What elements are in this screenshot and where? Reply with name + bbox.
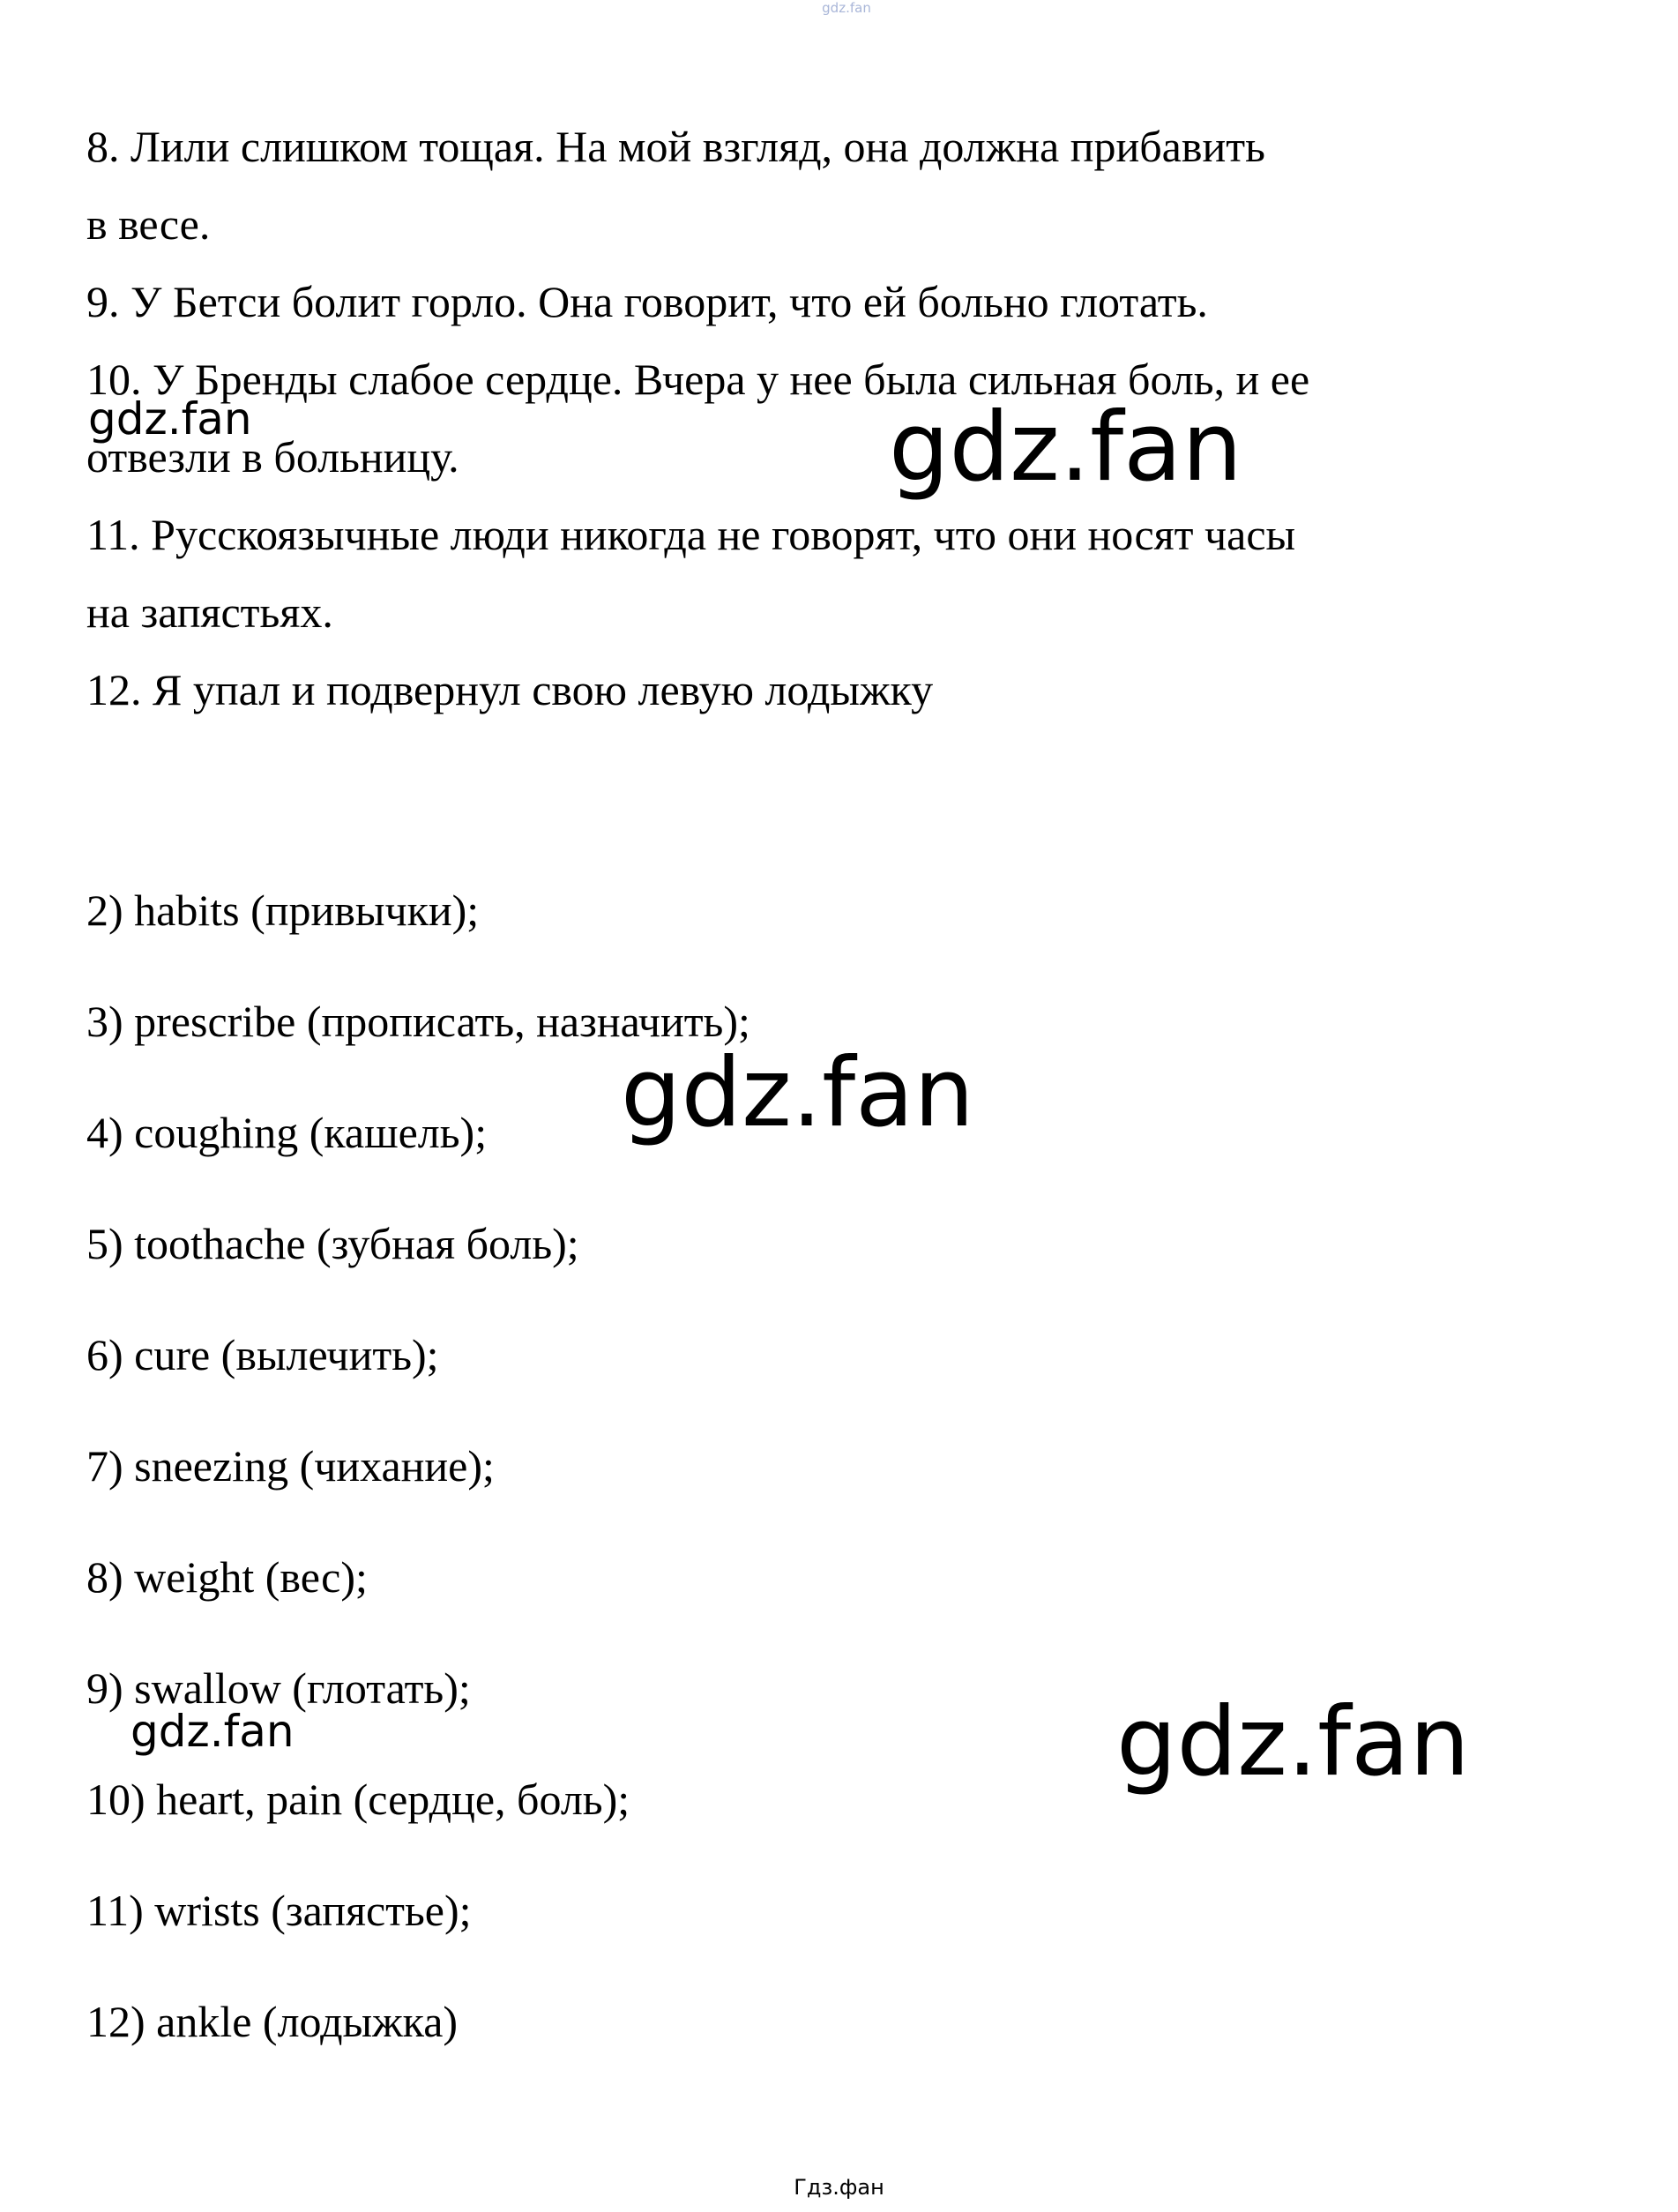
watermark: gdz.fan <box>889 392 1242 503</box>
answer-item: 5) toothache (зубная боль); <box>86 1219 579 1268</box>
translation-line: 8. Лили слишком тощая. На мой взгляд, она должна прибавить <box>86 122 1265 171</box>
answer-item: 9) swallow (глотать); <box>86 1663 471 1713</box>
answer-item: 7) sneezing (чихание); <box>86 1441 495 1491</box>
answer-item: 12) ankle (лодыжка) <box>86 1997 459 2046</box>
watermark: gdz.fan <box>131 1706 295 1757</box>
translation-line: 9. У Бетси болит горло. Она говорит, что ей больно глотать. <box>86 277 1208 326</box>
answer-item: 4) coughing (кашель); <box>86 1108 488 1157</box>
answer-item: 11) wrists (запястье); <box>86 1886 472 1935</box>
answer-item: 10) heart, pain (сердце, боль); <box>86 1775 630 1824</box>
answer-item: 8) weight (вес); <box>86 1552 368 1602</box>
watermark: gdz.fan <box>88 393 252 445</box>
translation-line: 12. Я упал и подвернул свою левую лодыжку <box>86 665 934 714</box>
translation-line: 11. Русскоязычные люди никогда не говорят, что они носят часы <box>86 510 1296 559</box>
answer-item: 6) cure (вылечить); <box>86 1330 439 1379</box>
site-mark: gdz.fan <box>822 0 871 16</box>
footer-text: Гдз.фан <box>794 2175 884 2200</box>
answer-item: 3) prescribe (прописать, назначить); <box>86 997 750 1046</box>
answer-item: 2) habits (привычки); <box>86 886 480 935</box>
watermark: gdz.fan <box>621 1038 974 1148</box>
translation-line: на запястьях. <box>86 587 333 637</box>
watermark: gdz.fan <box>1116 1687 1470 1797</box>
translation-line: в весе. <box>86 199 211 249</box>
translation-line: отвезли в больницу. <box>86 432 459 482</box>
translation-line: 10. У Бренды слабое сердце. Вчера у нее была сильная боль, и ее <box>86 355 1310 404</box>
